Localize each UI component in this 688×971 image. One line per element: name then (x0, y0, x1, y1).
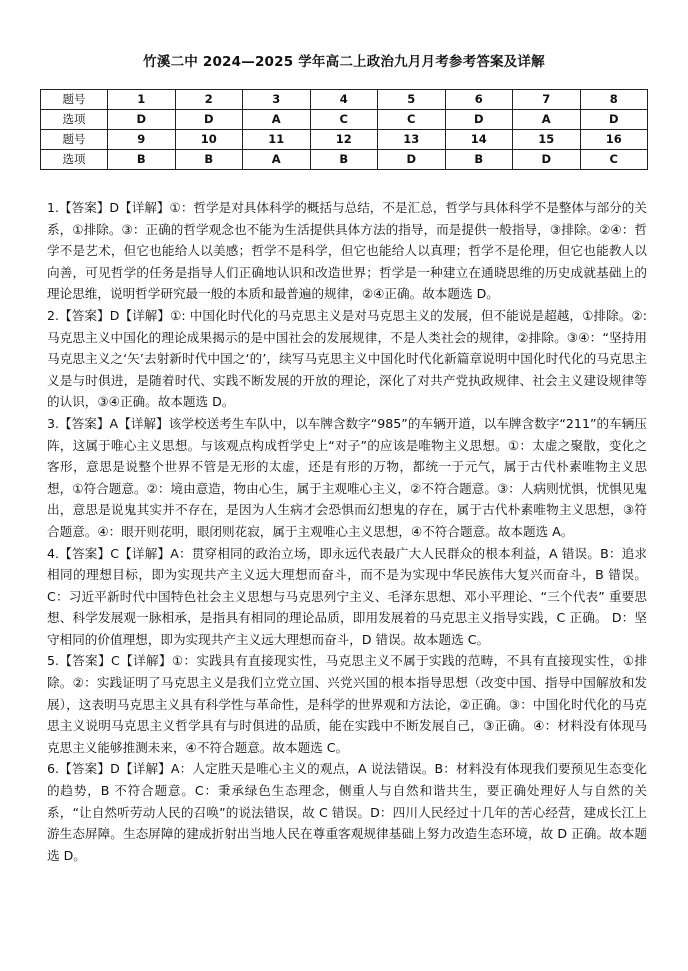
question-number-cell: 9 (108, 130, 176, 150)
answer-cell: C (378, 110, 446, 130)
answer-cell: D (445, 110, 513, 130)
explanation-3: 3.【答案】A【详解】该学校送考生车队中，以车牌含数字“985”的车辆开道，以车牌含数字“211”的车辆压阵，这属于唯心主义思想。与该观点构成哲学史上“对子”的应该是唯物主义思想。①：太虚之聚散，变化之客形，意思是说整个世界不管是无形的太虚，还是有形的万物，都统一于元气，属于古代朴素唯物主义思想，①符合题意。②：境由意造，物由心生，属于主观唯心主义，②不符合题意。③：人病则忧惧，忧惧见鬼出，意思是说鬼其实并不存在，是因为人生病才会恐惧而幻想鬼的存在，属于古代朴素唯物主义思想，③符合题意。④：眼开则花明，眼闭则花寂，属于主观唯心主义思想，④不符合题意。故本题选 A。 (47, 415, 647, 539)
answer-cell: A (243, 150, 311, 170)
question-number-cell: 5 (378, 90, 446, 110)
explanation-4: 4.【答案】C【详解】A：贯穿相同的政治立场，即永远代表最广大人民群众的根本利益，A 错误。B：追求相同的理想目标，即为实现共产主义远大理想而奋斗，而不是为实现中华民族伟大复兴而奋斗，B 错误。C：习近平新时代中国特色社会主义思想与马克思列宁主义、毛泽东思想、邓小平理论、“三个代表” 重要思想、科学发展观一脉相承，是指具有相同的理论品质，即用发展着的马克思主义指导实践，C 正确。 D：坚守相同的价值理想，即为实现共产主义远大理想而奋斗，D 错误。故本题选 C。 (47, 545, 647, 647)
answer-cell: A (513, 110, 581, 130)
question-number-cell: 15 (513, 130, 581, 150)
answer-cell: D (378, 150, 446, 170)
explanation-5: 5.【答案】C【详解】①：实践具有直接现实性，马克思主义不属于实践的范畴，不具有直接现实性，①排除。②：实践证明了马克思主义是我们立党立国、兴党兴国的根本指导思想（改变中国、指导中国解放和发展），这表明马克思主义具有科学性与革命性，是科学的世界观和方法论，②正确。③：中国化时代化的马克思主义说明马克思主义哲学具有与时俱进的品质，能在实践中不断发展自己，③正确。④：材料没有体现马克思主义能够推测未来，④不符合题意。故本题选 C。 (47, 653, 647, 755)
question-number-cell: 16 (580, 130, 648, 150)
question-number-cell: 4 (310, 90, 378, 110)
answer-option-row (41, 110, 648, 130)
answer-table (40, 89, 648, 170)
answer-cell: D (513, 150, 581, 170)
answer-cell: C (310, 110, 378, 130)
question-number-row (41, 130, 648, 150)
answer-cell: B (108, 150, 176, 170)
question-number-cell: 1 (108, 90, 176, 110)
question-number-cell: 14 (445, 130, 513, 150)
question-number-cell: 2 (175, 90, 243, 110)
question-number-cell: 3 (243, 90, 311, 110)
question-number-cell: 13 (378, 130, 446, 150)
answer-cell: C (580, 150, 648, 170)
answer-cell: D (580, 110, 648, 130)
row-label: 题号 (41, 130, 108, 150)
answer-cell: B (445, 150, 513, 170)
page-title: 竹溪二中 2024—2025 学年高二上政治九月月考参考答案及详解 (143, 54, 545, 70)
explanation-2: 2.【答案】D【详解】①: 中国化时代化的马克思主义是对马克思主义的发展，但不能说是超越，①排除。②: 马克思主义中国化的理论成果揭示的是中国社会的发展规律，不是人类社会的规律，②排除。③④：“坚持用马克思主义之‘矢’去射新时代中国之‘的’，续写马克思主义中国化时代化新篇章说明中国化时代化的马克思主义是与时俱进，是随着时代、实践不断发展的开放的理论，深化了对共产党执政规律、社会主义建设规律等的认识，③④正确。故本题选 D。 (47, 307, 647, 410)
answer-option-row (41, 150, 648, 170)
explanation-6: 6.【答案】D【详解】A：人定胜天是唯心主义的观点，A 说法错误。B：材料没有体现我们要预见生态变化的趋势，B 不符合题意。C：秉承绿色生态理念，侧重人与自然和谐共生，要正确处理好人与自然的关系，“让自然听劳动人民的召唤”的说法错误，故 C 错误。D：四川人民经过十几年的苦心经营，建成长江上游生态屏障。生态屏障的建成折射出当地人民在尊重客观规律基础上努力改造生态环境，故 D 正确。故本题选 D。 (47, 761, 647, 863)
explanations (47, 197, 647, 866)
answer-cell: A (243, 110, 311, 130)
question-number-cell: 12 (310, 130, 378, 150)
question-number-cell: 8 (580, 90, 648, 110)
answer-cell: B (310, 150, 378, 170)
explanation-1: 1.【答案】D【详解】①：哲学是对具体科学的概括与总结，不是汇总，哲学与具体科学不是整体与部分的关系，①排除。③：正确的哲学观念也不能为生活提供具体方法的指导，而是提供一般指导，③排除。②④：哲学不是艺术，但它也能给人以美感；哲学不是科学，但它也能给人以真理；哲学不是伦理，但它也能教人以向善，可见哲学的任务是指导人们正确地认识和改造世界；哲学是一种建立在通晓思维的历史成就基础上的理论思维，说明哲学研究最一般的本质和最普遍的规律，②④正确。故本题选 D。 (47, 200, 647, 302)
question-number-cell: 11 (243, 130, 311, 150)
row-label: 题号 (41, 90, 108, 110)
question-number-cell: 10 (175, 130, 243, 150)
answer-cell: D (175, 110, 243, 130)
question-number-cell: 7 (513, 90, 581, 110)
question-number-cell: 6 (445, 90, 513, 110)
row-label: 选项 (41, 110, 108, 130)
question-number-row (41, 90, 648, 110)
answer-cell: D (108, 110, 176, 130)
row-label: 选项 (41, 150, 108, 170)
answer-cell: B (175, 150, 243, 170)
